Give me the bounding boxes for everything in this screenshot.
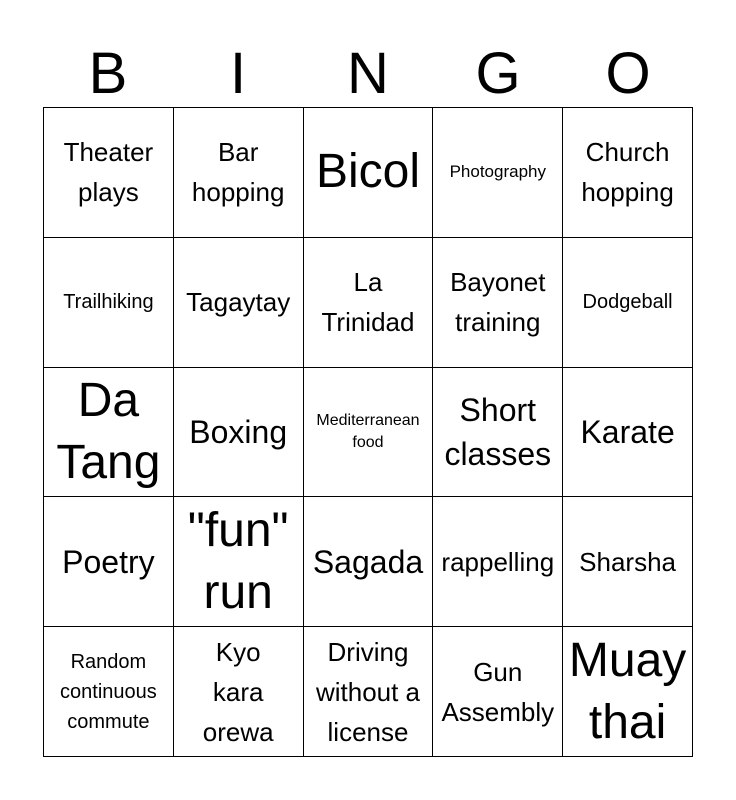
- bingo-cell-label: Random continuous commute: [60, 650, 157, 733]
- header-letter-b: B: [88, 41, 128, 106]
- bingo-cell-label: Short classes: [444, 391, 552, 472]
- bingo-cell-label: Tagaytay: [186, 287, 291, 318]
- bingo-cell[interactable]: [563, 238, 693, 368]
- bingo-cell-label: Kyo kara orewa: [202, 636, 274, 747]
- bingo-cell[interactable]: [44, 497, 174, 627]
- bingo-cell-label: Sagada: [312, 543, 424, 580]
- bingo-cell-label: Dodgeball: [582, 291, 673, 314]
- bingo-cell[interactable]: [44, 627, 174, 757]
- bingo-cell[interactable]: [563, 627, 693, 757]
- bingo-cell[interactable]: [563, 497, 693, 627]
- bingo-cell-label: Da Tang: [56, 373, 161, 489]
- bingo-cell[interactable]: [174, 368, 304, 498]
- bingo-cell-label: Karate: [580, 413, 675, 450]
- bingo-cell-label: Bar hopping: [191, 137, 285, 208]
- bingo-cell-label: Photography: [449, 162, 546, 182]
- bingo-cell-label: Muay thai: [568, 633, 687, 749]
- bingo-cell[interactable]: [44, 108, 174, 238]
- bingo-cell[interactable]: [433, 627, 563, 757]
- bingo-cell[interactable]: [433, 108, 563, 238]
- bingo-cell[interactable]: [304, 497, 434, 627]
- bingo-cell[interactable]: [44, 368, 174, 498]
- bingo-cell-label: La Trinidad: [321, 267, 415, 338]
- bingo-cell[interactable]: [304, 368, 434, 498]
- bingo-cell-label: Bicol: [315, 145, 421, 199]
- bingo-cell-label: rappelling: [441, 546, 555, 577]
- bingo-cell[interactable]: [563, 108, 693, 238]
- header-letter-g: G: [475, 41, 521, 106]
- bingo-cell[interactable]: [174, 238, 304, 368]
- bingo-cell[interactable]: [304, 238, 434, 368]
- bingo-cell[interactable]: [563, 368, 693, 498]
- bingo-cell-label: Boxing: [189, 413, 288, 450]
- bingo-header: [43, 40, 693, 108]
- bingo-cell-label: Bayonet training: [450, 267, 546, 338]
- bingo-cell-label: Church hopping: [581, 137, 674, 208]
- bingo-cell[interactable]: [174, 627, 304, 757]
- bingo-cell-label: "fun" run: [187, 503, 289, 619]
- bingo-cell[interactable]: [304, 108, 434, 238]
- bingo-cell[interactable]: [433, 368, 563, 498]
- bingo-cell[interactable]: [174, 108, 304, 238]
- bingo-cell[interactable]: [174, 497, 304, 627]
- bingo-cell-label: Gun Assembly: [441, 656, 555, 727]
- bingo-grid: [43, 107, 693, 757]
- bingo-cell-label: Sharsha: [579, 546, 677, 577]
- bingo-cell-label: Poetry: [62, 543, 155, 580]
- header-letter-o: O: [605, 41, 651, 106]
- bingo-cell[interactable]: [433, 238, 563, 368]
- bingo-cell[interactable]: [304, 627, 434, 757]
- bingo-cell-label: Driving without a license: [315, 636, 421, 747]
- bingo-cell-label: Theater plays: [63, 137, 154, 208]
- header-letter-n: N: [347, 41, 389, 106]
- bingo-cell-label: Mediterranean food: [316, 411, 420, 451]
- bingo-cell-label: Trailhiking: [63, 291, 154, 314]
- bingo-cell[interactable]: [433, 497, 563, 627]
- header-letter-i: I: [229, 41, 247, 106]
- bingo-cell[interactable]: [44, 238, 174, 368]
